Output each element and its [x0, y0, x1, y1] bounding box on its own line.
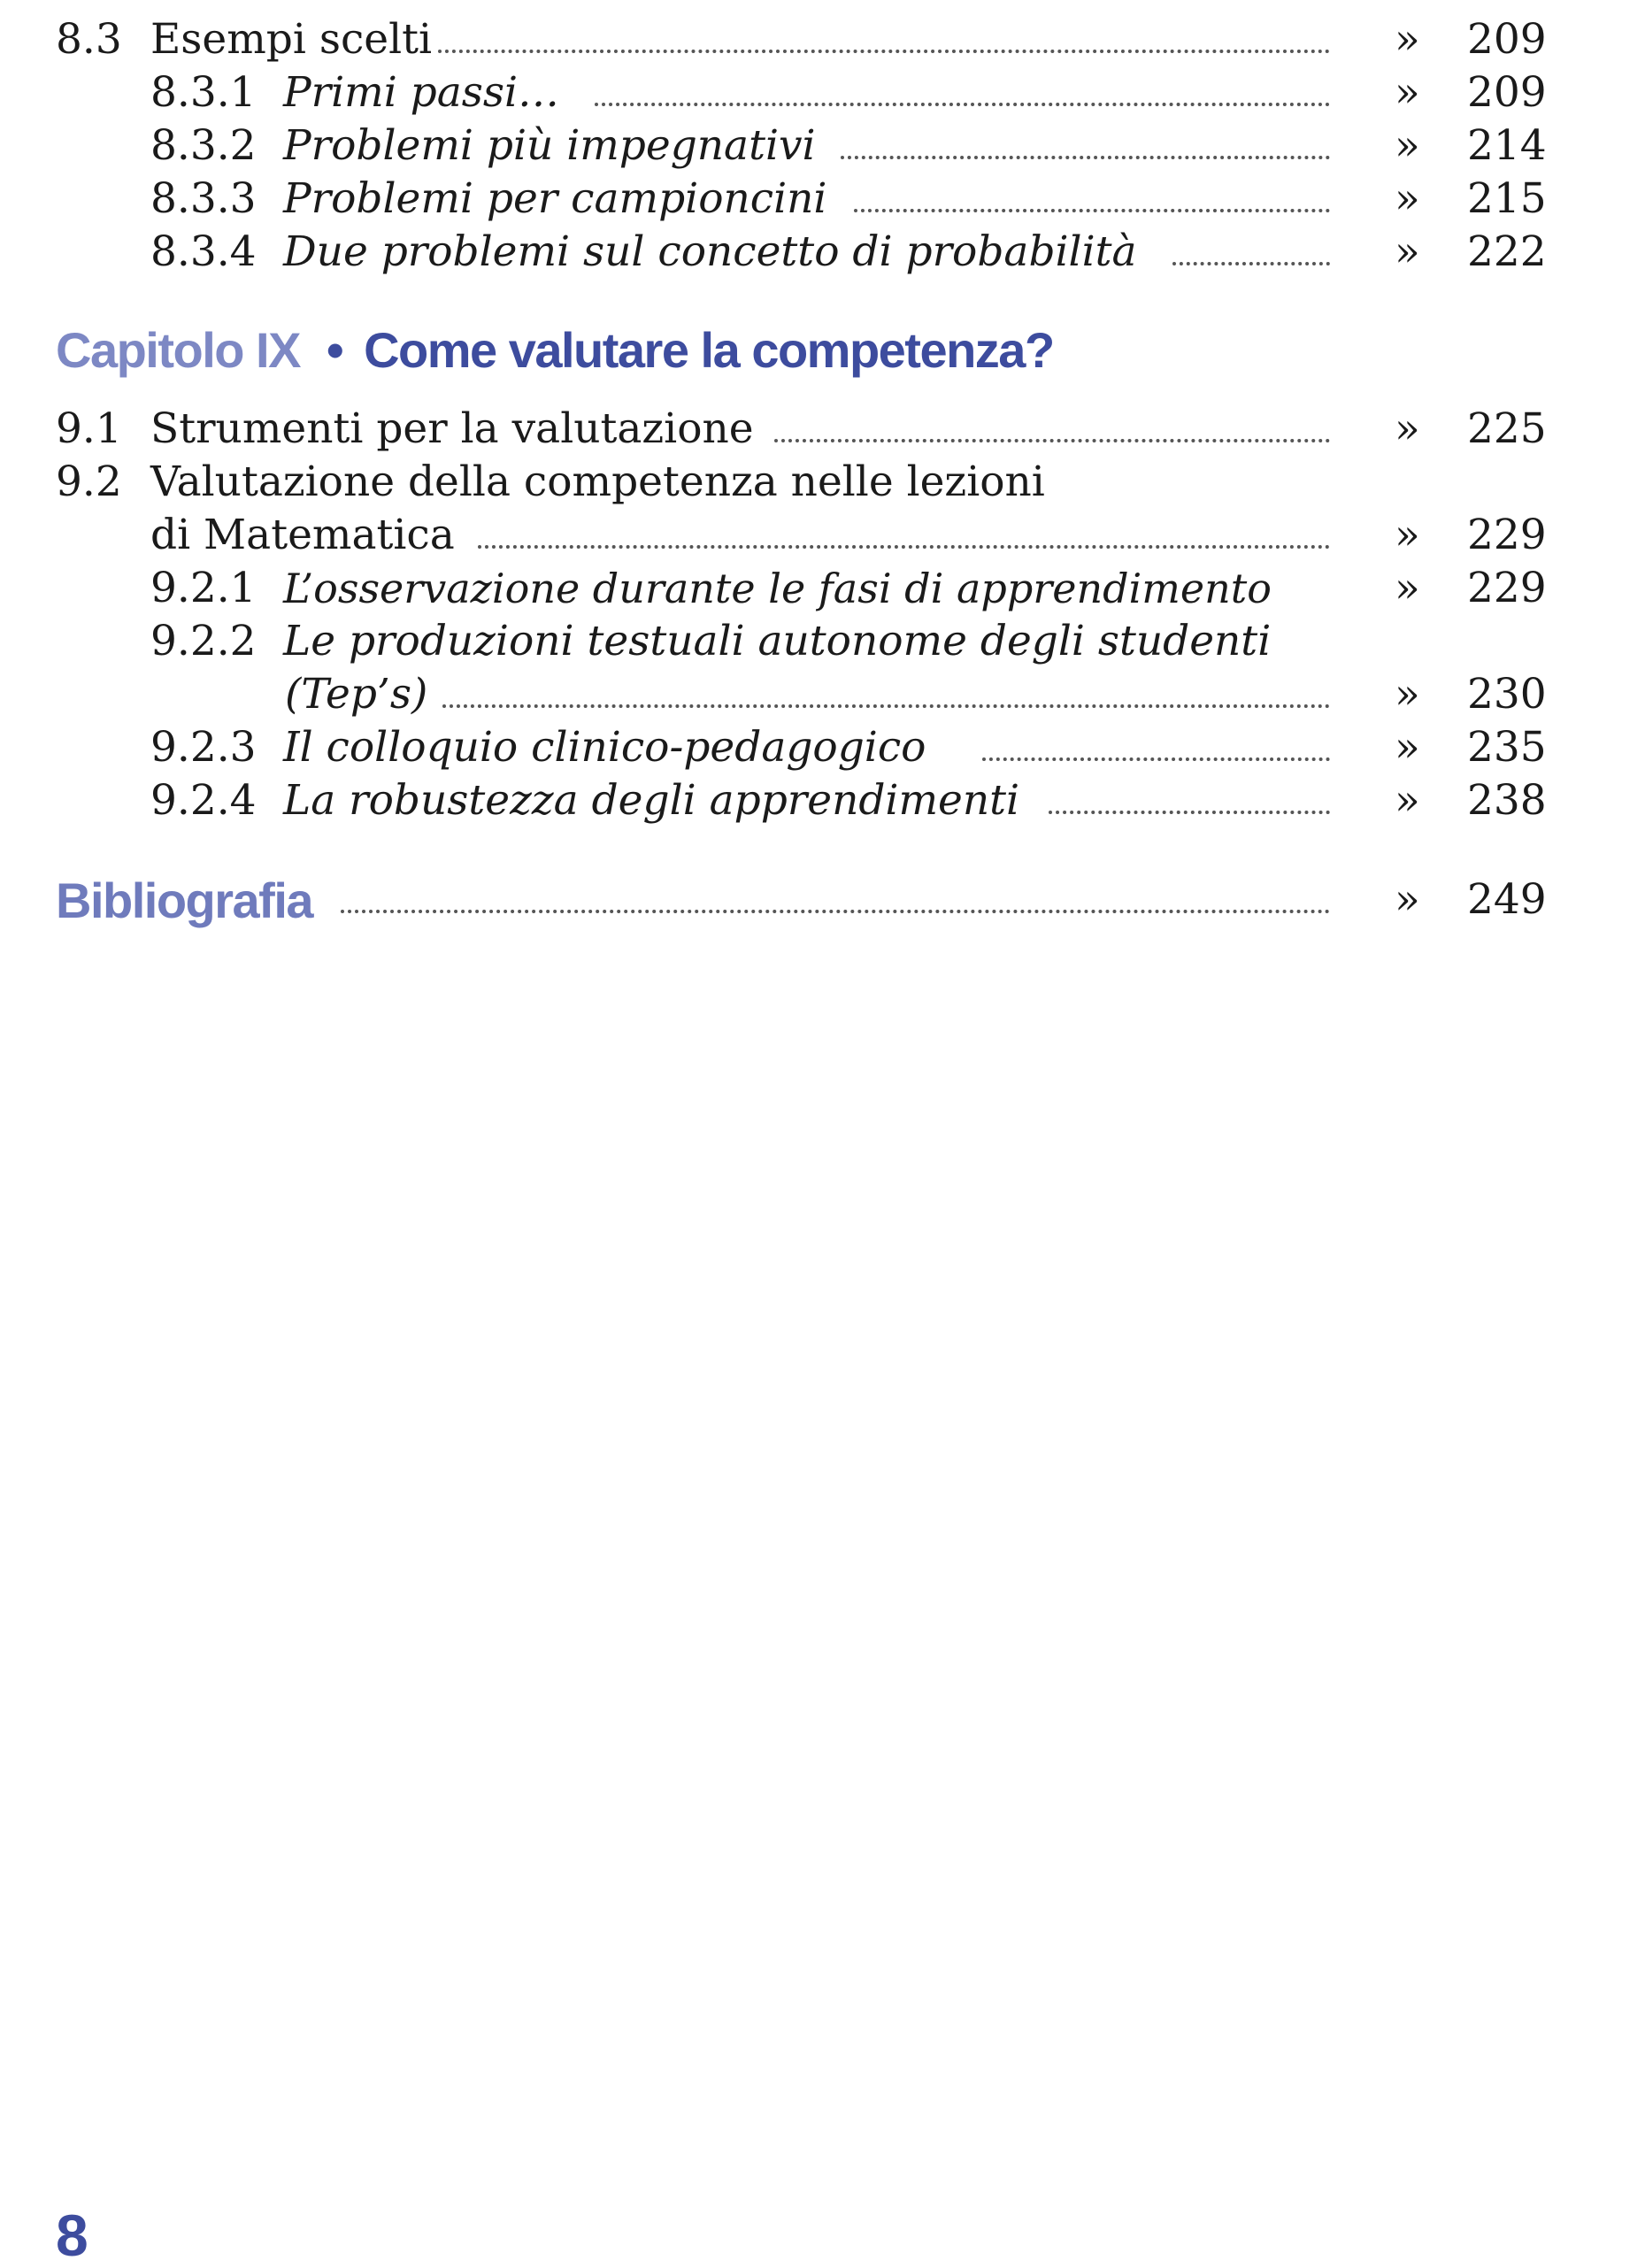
dot-leader — [982, 721, 1330, 774]
section-title: Due problemi sul concetto di probabilità — [283, 227, 1137, 276]
bibliography-heading[interactable]: Bibliografia — [56, 873, 313, 928]
page-reference: 225 — [1467, 404, 1547, 453]
toc-entry-9-2-2-continued[interactable] — [0, 668, 1645, 721]
section-title: L’osservazione durante le fasi di apprendimento — [283, 565, 1272, 612]
section-number: 9.2.3 — [150, 723, 257, 772]
page-ref-marker: » — [1395, 68, 1420, 117]
toc-entry-9-2[interactable] — [0, 456, 1645, 509]
section-title-line1: Valutazione della competenza nelle lezioni — [150, 457, 1045, 506]
page-ref-marker: » — [1395, 174, 1420, 223]
section-title: Il colloquio clinico-pedagogico — [283, 723, 926, 772]
section-title: Problemi più impegnativi — [283, 121, 816, 170]
page-ref-marker: » — [1395, 564, 1420, 612]
page-number: 8 — [56, 2203, 88, 2268]
toc-entry-9-2-1[interactable] — [0, 562, 1645, 615]
page-ref-marker: » — [1395, 723, 1420, 772]
toc-entry-8-3[interactable] — [0, 13, 1645, 66]
section-title: Strumenti per la valutazione — [150, 404, 754, 453]
page-ref-marker: » — [1395, 875, 1420, 924]
section-number: 9.2.1 — [150, 564, 257, 612]
section-title: Esempi scelti — [150, 15, 433, 64]
chapter-bullet: • — [326, 322, 343, 378]
page-ref-marker: » — [1395, 404, 1420, 453]
section-title: Primi passi… — [283, 68, 560, 117]
section-title-line1: Le produzioni testuali autonome degli studenti — [283, 617, 1272, 665]
dot-leader — [442, 668, 1330, 721]
dot-leader — [854, 173, 1330, 226]
page-reference: 209 — [1467, 68, 1547, 117]
page-reference: 230 — [1467, 670, 1547, 719]
dot-leader — [595, 66, 1330, 119]
section-number: 9.2 — [56, 457, 122, 506]
toc-entry-8-3-4[interactable] — [0, 226, 1645, 279]
page-reference: 214 — [1467, 121, 1547, 170]
toc-entry-8-3-3[interactable] — [0, 173, 1645, 226]
chapter-label: Capitolo IX — [56, 322, 300, 378]
dot-leader — [341, 873, 1330, 926]
chapter-title: Come valutare la competenza? — [364, 322, 1054, 378]
dot-leader — [438, 13, 1330, 66]
section-number: 8.3.2 — [150, 121, 257, 170]
page-reference: 249 — [1467, 875, 1547, 924]
dot-leader — [774, 403, 1330, 456]
page-ref-marker: » — [1395, 511, 1420, 559]
page-ref-marker: » — [1395, 670, 1420, 719]
section-number: 9.2.2 — [150, 617, 257, 665]
page-reference: 222 — [1467, 227, 1547, 276]
section-number: 8.3.4 — [150, 227, 257, 276]
toc-entry-8-3-2[interactable] — [0, 119, 1645, 173]
chapter-heading[interactable] — [56, 319, 1054, 382]
section-number: 9.1 — [56, 404, 122, 453]
section-title-line2: di Matematica — [150, 511, 455, 559]
page-ref-marker: » — [1395, 227, 1420, 276]
section-title-line2: (Tep’s) — [285, 670, 428, 719]
toc-entry-9-2-3[interactable] — [0, 721, 1645, 774]
toc-entry-bibliography — [0, 873, 1645, 926]
dot-leader — [841, 119, 1330, 173]
dot-leader — [478, 509, 1330, 562]
page-reference: 209 — [1467, 15, 1547, 64]
page-ref-marker: » — [1395, 15, 1420, 64]
page-reference: 235 — [1467, 723, 1547, 772]
toc-entry-9-2-continued[interactable] — [0, 509, 1645, 562]
section-number: 8.3.3 — [150, 174, 257, 223]
section-number: 8.3.1 — [150, 68, 257, 117]
toc-entry-9-2-4[interactable] — [0, 774, 1645, 827]
page-reference: 238 — [1467, 776, 1547, 825]
page-ref-marker: » — [1395, 776, 1420, 825]
page-reference: 215 — [1467, 174, 1547, 223]
section-number: 8.3 — [56, 15, 122, 64]
page-reference: 229 — [1467, 511, 1547, 559]
toc-entry-9-2-2[interactable] — [0, 615, 1645, 668]
toc-entry-9-1[interactable] — [0, 403, 1645, 456]
page-reference: 229 — [1467, 564, 1547, 612]
section-number: 9.2.4 — [150, 776, 257, 825]
toc-entry-8-3-1[interactable] — [0, 66, 1645, 119]
dot-leader — [1049, 774, 1330, 827]
section-title: Problemi per campioncini — [283, 174, 827, 223]
page-ref-marker: » — [1395, 121, 1420, 170]
dot-leader — [1172, 226, 1330, 279]
section-title: La robustezza degli apprendimenti — [283, 776, 1020, 825]
